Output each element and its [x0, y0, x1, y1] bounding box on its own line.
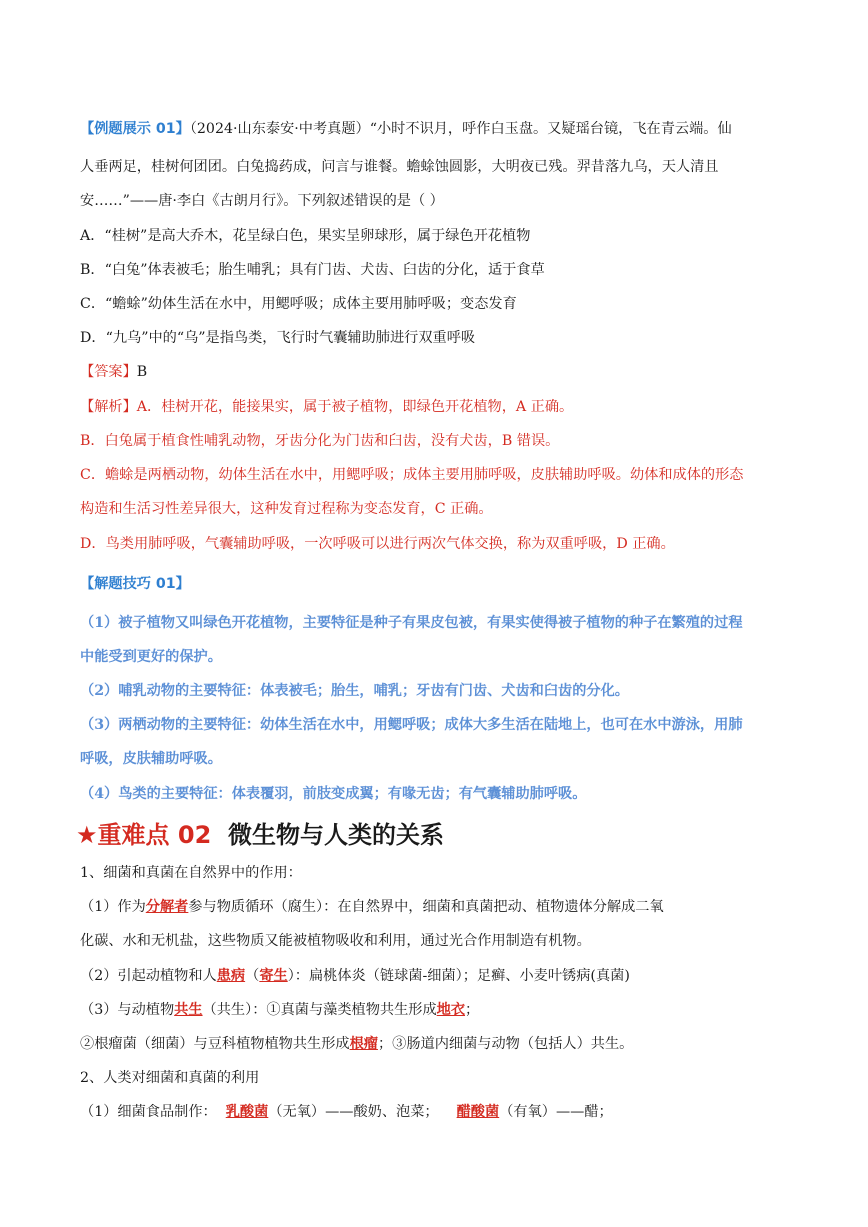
analysis-tag: 【解析】 [80, 399, 137, 415]
p4-mid: （ [245, 968, 260, 984]
option-c: C．“蟾蜍”幼体生活在水中，用鳃呼吸；成体主要用肺呼吸；变态发育 [80, 296, 517, 312]
example-tag: 【例题展示 01】 [80, 121, 190, 137]
tip-2: （2）哺乳动物的主要特征：体表被毛；胎生，哺乳；牙齿有门齿、犬齿和臼齿的分化。 [80, 683, 629, 699]
star-icon: ★ [76, 821, 98, 849]
p5-mid: （共生）：①真菌与藻类植物共生形成 [202, 1002, 437, 1018]
section-p2 [80, 897, 664, 917]
tip-4: （4）鸟类的主要特征：体表覆羽，前肢变成翼；有喙无齿；有气囊辅助肺呼吸。 [80, 786, 587, 802]
p5-pre: （3）与动植物 [80, 1002, 175, 1018]
tip-3-a: （3）两栖动物的主要特征：幼体生活在水中，用鳃呼吸；成体大多生活在陆地上，也可在水中游泳，用肺 [80, 717, 743, 733]
option-a: A．“桂树”是高大乔木，花呈绿白色，果实呈卵球形，属于绿色开花植物 [80, 228, 531, 244]
p8-pre: （1）细菌食品制作： [80, 1104, 226, 1120]
p2-pre: （1）作为 [80, 899, 146, 915]
section-title [76, 818, 444, 852]
example-line-1 [80, 119, 732, 139]
tip-1-a: （1）被子植物又叫绿色开花植物，主要特征是种子有果皮包被，有果实使得被子植物的种子在繁殖的过程 [80, 615, 743, 631]
option-b: B．“白兔”体表被毛；胎生哺乳；具有门齿、犬齿、臼齿的分化，适于食草 [80, 262, 545, 278]
highlight-symbiosis: 共生 [174, 1002, 203, 1018]
answer-tag: 【答案】 [80, 364, 137, 380]
tips-heading: 【解题技巧 01】 [80, 576, 190, 592]
section-p7: 2、人类对细菌和真菌的利用 [80, 1070, 260, 1086]
p6-post: ；③肠道内细菌与动物（包括人）共生。 [377, 1036, 634, 1052]
section-p3: 化碳、水和无机盐，这些物质又能被植物吸收和利用，通过光合作用制造有机物。 [80, 933, 591, 949]
example-source-text: （2024·山东泰安·中考真题）“小时不识月，呼作白玉盘。又疑瑶台镜，飞在青云端。仙 [189, 121, 732, 137]
section-p5 [80, 1000, 479, 1020]
section-title-text: 微生物与人类的关系 [228, 821, 444, 849]
p6-pre: ②根瘤菌（细菌）与豆科植物植物共生形成 [80, 1036, 350, 1052]
highlight-acetobacter: 醋酸菌 [456, 1104, 500, 1120]
highlight-disease: 患病 [216, 968, 246, 984]
highlight-lichen: 地衣 [436, 1002, 466, 1018]
analysis-c-1: C．蟾蜍是两栖动物，幼体生活在水中，用鳃呼吸；成体主要用肺呼吸，皮肤辅助呼吸。幼体和成体的形态 [80, 467, 744, 483]
p8-post: （有氧）——醋； [499, 1104, 613, 1120]
highlight-decomposer: 分解者 [145, 899, 189, 915]
p4-pre: （2）引起动植物和人 [80, 968, 217, 984]
answer-value: B [136, 364, 148, 380]
example-line-3: 安……”——唐·李白《古朗月行》。下列叙述错误的是（ ） [80, 193, 444, 209]
tip-1-b: 中能受到更好的保护。 [80, 649, 222, 665]
section-p6 [80, 1034, 633, 1054]
highlight-lactobacillus: 乳酸菌 [225, 1104, 269, 1120]
analysis-line-a [80, 397, 573, 417]
section-p8 [80, 1102, 613, 1122]
example-line-2: 人垂两足，桂树何团团。白兔捣药成，问言与谁餐。蟾蜍蚀圆影，大明夜已残。羿昔落九乌，天人清且 [80, 159, 719, 175]
p4-post: ）：扁桃体炎（链球菌-细菌）；足癣、小麦叶锈病(真菌) [287, 968, 630, 984]
highlight-nodule: 根瘤 [349, 1036, 378, 1052]
option-d: D．“九乌”中的“乌”是指鸟类，飞行时气囊辅助肺进行双重呼吸 [80, 330, 476, 346]
analysis-d: D．鸟类用肺呼吸，气囊辅助呼吸，一次呼吸可以进行两次气体交换，称为双重呼吸，D 正确。 [80, 536, 675, 552]
section-title-number: 重难点 02 [97, 821, 212, 849]
analysis-b: B．白兔属于植食性哺乳动物，牙齿分化为门齿和臼齿，没有犬齿，B 错误。 [80, 433, 560, 449]
section-p4 [80, 966, 630, 986]
tip-3-b: 呼吸，皮肤辅助呼吸。 [80, 751, 222, 767]
p5-post: ； [465, 1002, 480, 1018]
section-p1: 1、细菌和真菌在自然界中的作用： [80, 865, 302, 881]
answer-line [80, 362, 147, 382]
analysis-a: A．桂树开花，能接果实，属于被子植物，即绿色开花植物，A 正确。 [136, 399, 574, 415]
highlight-parasitic: 寄生 [259, 968, 288, 984]
p8-mid: （无氧）——酸奶、泡菜； [268, 1104, 457, 1120]
analysis-c-2: 构造和生活习性差异很大，这种发育过程称为变态发育，C 正确。 [80, 501, 493, 517]
p2-post: 参与物质循环（腐生）：在自然界中，细菌和真菌把动、植物遗体分解成二氧 [188, 899, 664, 915]
